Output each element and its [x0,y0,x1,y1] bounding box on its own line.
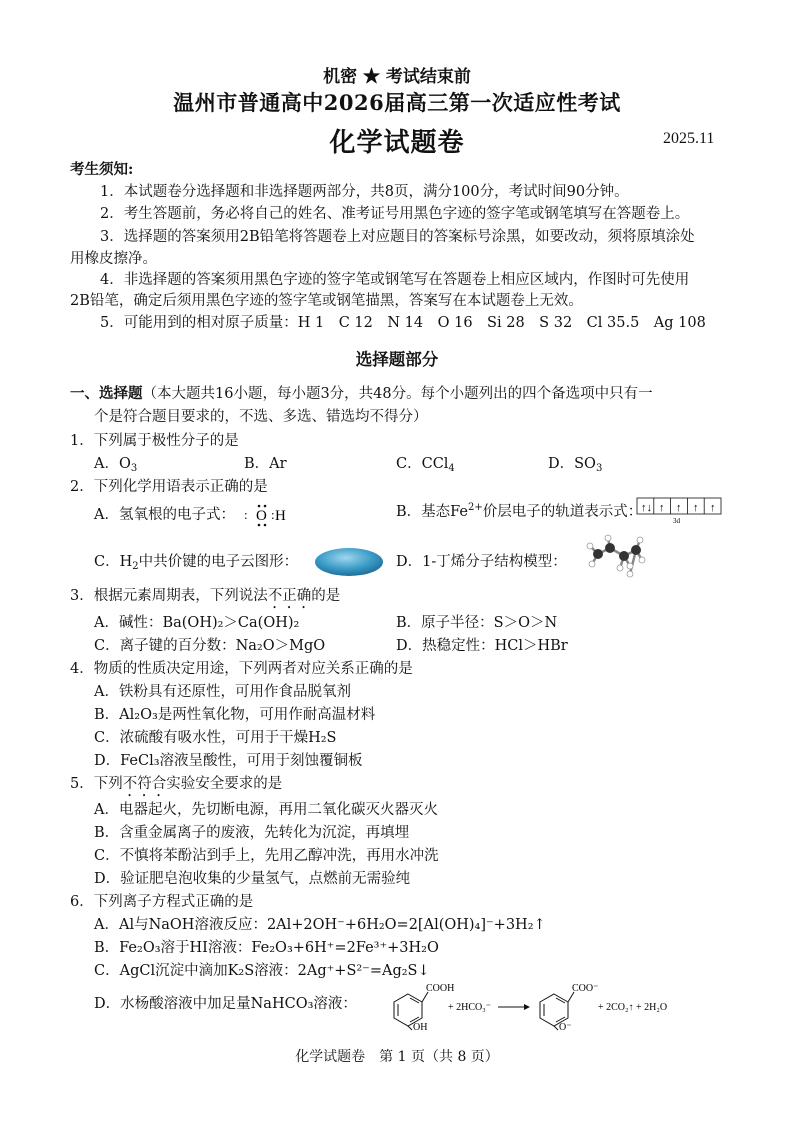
question-stem: 3．根据元素周期表，下列说法不正确的是 [70,588,341,604]
svg-text:↑: ↑ [710,502,716,514]
option-b: B．含重金属离子的废液，先转化为沉淀，再填埋 [94,825,410,841]
part1-desc: （本大题共16小题，每小题3分，共48分。每个小题列出的四个备选项中只有一 [142,386,653,402]
option-a: A．氢氧根的电子式： : O : H [94,502,286,528]
svg-text:+ 2HCO₃⁻: + 2HCO₃⁻ [448,1002,492,1013]
svg-text::: : [270,507,275,522]
notice-title: 考生须知: [70,161,134,178]
notice-item: 用橡皮擦净。 [70,251,157,267]
question-stem: 6．下列离子方程式正确的是 [70,894,254,910]
option-b: B．Ar [244,456,287,472]
option-a: A．$O_3$ [94,456,138,474]
subject-title: 化学试题卷 [329,128,465,158]
option-b: B．基态$Fe^{2+}$价层电子的轨道表示式： [396,502,643,520]
option-a: A．电器起火，先切断电源，再用二氧化碳灭火器灭火 [94,802,438,818]
option-a: A．铁粉具有还原性，可用作食品脱氧剂 [94,684,351,700]
svg-text::: : [243,507,248,522]
page-footer: 化学试题卷 第 1 页（共 8 页） [295,1049,499,1065]
option-a: A．Al与NaOH溶液反应：2Al+2OH⁻+6H₂O=2[Al(OH)₄]⁻+3H₂↑ [94,917,546,933]
option-d: D．热稳定性：HCl＞HBr [396,638,568,654]
svg-text:O: O [255,508,267,524]
fe-orbital-diagram [636,497,722,525]
notice-item: 1．本试题卷分选择题和非选择题两部分，共8页，满分100分，考试时间90分钟。 [100,184,629,200]
notice-item: 4．非选择题的答案须用黑色字迹的签字笔或钢笔写在答题卷上相应区域内，作图时可先使用 [100,272,690,288]
question-stem: 5．下列不符合实验安全要求的是 [70,776,283,792]
option-c: C．AgCl沉淀中滴加K₂S溶液：2Ag⁺+S²⁻=Ag₂S↓ [94,963,430,979]
svg-text:COOH: COOH [426,983,455,994]
part1-desc-line2: 个是符合题目要求的，不选、多选、错选均不得分） [94,409,428,425]
salicylic-acid-reaction-diagram [372,980,702,1032]
exam-date: 2025.11 [663,130,715,147]
svg-text:↑: ↑ [676,502,682,514]
svg-text:COO⁻: COO⁻ [572,983,599,994]
exam-title: 温州市普通高中2026届高三第一次适应性考试 [173,90,621,115]
svg-text:OH: OH [413,1022,428,1032]
question-stem: 2．下列化学用语表示正确的是 [70,479,268,495]
option-c: C．浓硫酸有吸水性，可用于干燥H₂S [94,730,337,746]
question-stem: 1．下列属于极性分子的是 [70,433,239,449]
option-c: C．离子键的百分数：Na₂O＞MgO [94,638,326,654]
section-title: 选择题部分 [355,350,439,369]
option-d: D．验证肥皂泡收集的少量氢气，点燃前无需验纯 [94,871,411,887]
svg-text:O⁻: O⁻ [559,1022,572,1032]
svg-text:H: H [274,508,286,524]
butene-ball-stick-model-icon [584,534,646,584]
part1-heading: 一、选择题 [70,385,143,402]
hydroxide-electron-formula [242,502,286,528]
svg-text:+ 2CO₂↑ + 2H₂O: + 2CO₂↑ + 2H₂O [598,1002,668,1013]
option-d: D．1-丁烯分子结构模型： [396,554,567,570]
svg-text:↑↓: ↑↓ [641,502,652,514]
electron-cloud-icon [314,546,384,578]
svg-text:↑: ↑ [693,502,699,514]
notice-item: 2．考生答题前，务必将自己的姓名、准考证号用黑色字迹的签字笔或钢笔填写在答题卷上。 [100,206,690,222]
svg-text:3d: 3d [673,517,680,525]
option-c: C．不慎将苯酚沾到手上，先用乙醇冲洗，再用水冲洗 [94,848,439,864]
notice-item: 2B铅笔，确定后须用黑色字迹的签字笔或钢笔描黑，答案写在本试题卷上无效。 [70,293,583,309]
svg-text:↑: ↑ [659,502,665,514]
option-d: D．$SO_3$ [548,456,603,474]
confidential-label: 机密 ★ 考试结束前 [323,67,471,87]
option-b: B．Al₂O₃是两性氧化物，可用作耐高温材料 [94,707,376,723]
option-d: D．水杨酸溶液中加足量NaHCO₃溶液： [94,996,357,1012]
question-stem: 4．物质的性质决定用途，下列两者对应关系正确的是 [70,661,413,677]
option-a: A．碱性：Ba(OH)₂＞Ca(OH)₂ [94,615,300,631]
part1-heading-line [70,384,653,404]
option-b: B．Fe₂O₃溶于HI溶液：Fe₂O₃+6H⁺=2Fe³⁺+3H₂O [94,940,439,956]
option-c: C．$H_2$中共价键的电子云图形： [94,554,299,572]
option-b: B．原子半径：S＞O＞N [396,615,558,631]
option-c: C．CCl$_4$ [396,456,455,474]
option-d: D．FeCl₃溶液呈酸性，可用于刻蚀覆铜板 [94,753,363,769]
notice-item: 5．可能用到的相对原子质量：H 1 C 12 N 14 O 16 Si 28 S 32 Cl 35.5 Ag 108 [100,315,706,331]
notice-item: 3．选择题的答案须用2B铅笔将答题卷上对应题目的答案标号涂黑，如要改动，须将原填涂处 [100,229,695,245]
